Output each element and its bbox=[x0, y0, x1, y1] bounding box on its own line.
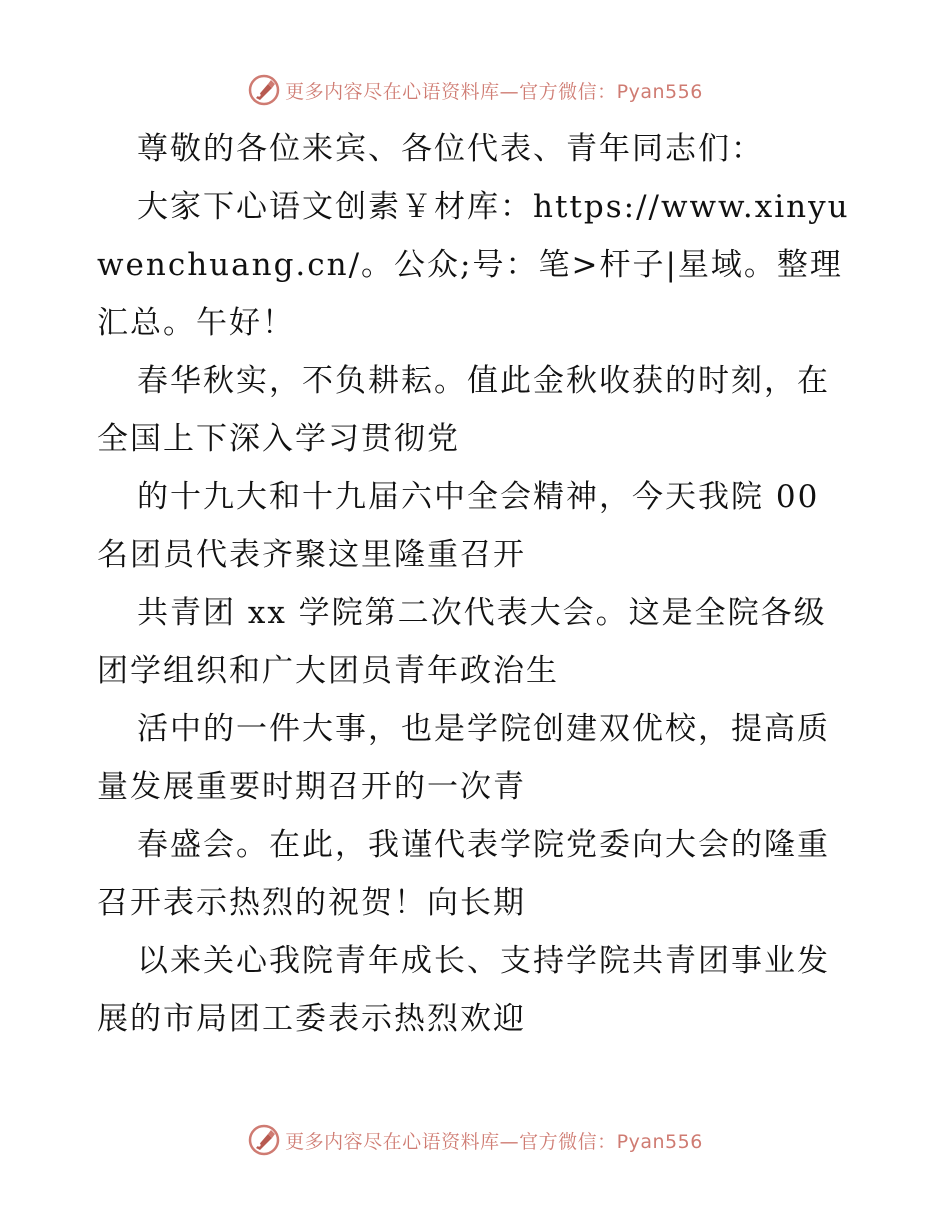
pen-nib-icon bbox=[247, 73, 281, 107]
paragraph-3: 春华秋实，不负耕耘。值此金秋收获的时刻，在全国上下深入学习贯彻党 bbox=[97, 363, 830, 457]
watermark-text: 更多内容尽在心语资料库—官方微信：Pyan556 bbox=[285, 1130, 703, 1153]
header-watermark bbox=[0, 72, 950, 108]
paragraph-7: 春盛会。在此，我谨代表学院党委向大会的隆重召开表示热烈的祝贺！向长期 bbox=[97, 827, 830, 921]
paragraph-6: 活中的一件大事，也是学院创建双优校，提高质量发展重要时期召开的一次青 bbox=[97, 711, 830, 805]
footer-watermark bbox=[0, 1122, 950, 1158]
paragraph-5: 共青团 xx 学院第二次代表大会。这是全院各级团学组织和广大团员青年政治生 bbox=[97, 595, 827, 689]
pen-nib-icon bbox=[247, 1123, 281, 1157]
watermark-text: 更多内容尽在心语资料库—官方微信：Pyan556 bbox=[285, 80, 703, 103]
greeting-line: 尊敬的各位来宾、各位代表、青年同志们： bbox=[137, 131, 764, 167]
paragraph-4: 的十九大和十九届六中全会精神，今天我院 00 名团员代表齐聚这里隆重召开 bbox=[97, 479, 820, 573]
paragraph-2: 大家下心语文创素￥材库：https://www.xinyuwenchuang.cn/。公众;号：笔>杆子|星域。整理汇总。午好！ bbox=[97, 189, 850, 341]
paragraph-8: 以来关心我院青年成长、支持学院共青团事业发展的市局团工委表示热烈欢迎 bbox=[97, 943, 830, 1037]
document-body bbox=[97, 120, 853, 1048]
